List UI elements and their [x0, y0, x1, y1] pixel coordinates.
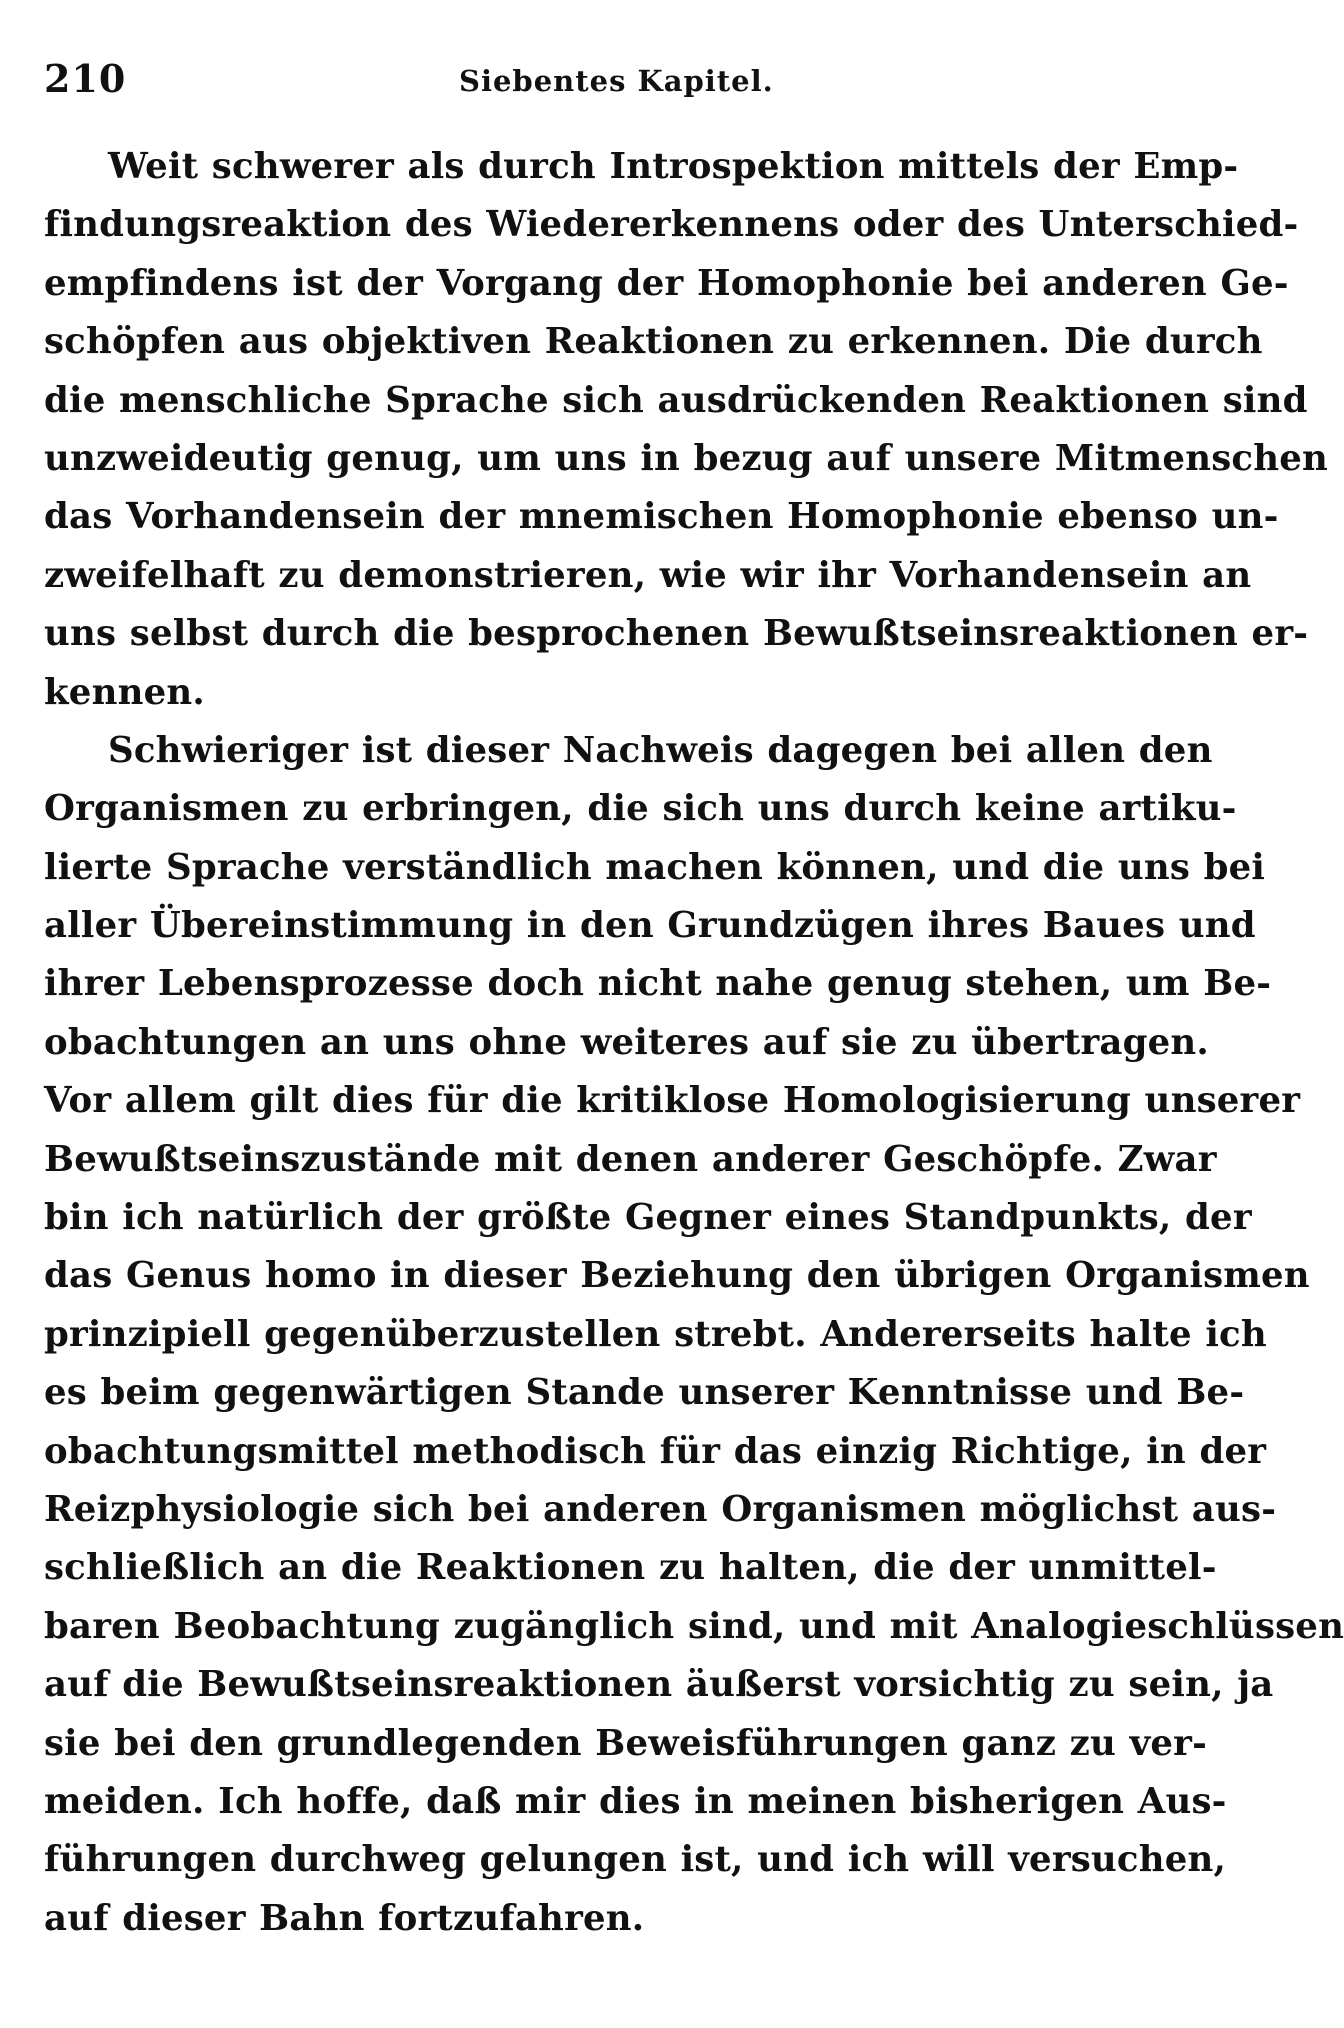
page-number: 210: [44, 56, 127, 101]
text-line: obachtungen an uns ohne weiteres auf sie zu übertragen.: [44, 1021, 1209, 1063]
text-line: Schwieriger ist dieser Nachweis dagegen bei allen den: [108, 729, 1213, 771]
chapter-title: Siebentes Kapitel.: [459, 64, 774, 98]
text-line: schließlich an die Reaktionen zu halten, die der unmittel-: [44, 1547, 1217, 1589]
text-line: bin ich natürlich der größte Gegner eines Standpunkts, der: [44, 1197, 1252, 1239]
text-line: schöpfen aus objektiven Reaktionen zu erkennen. Die durch: [44, 321, 1263, 363]
paragraph-2: [44, 722, 1344, 1948]
text-line: das Genus homo in dieser Beziehung den übrigen Organismen: [44, 1255, 1310, 1297]
paragraph-1: [44, 138, 1329, 722]
text-line: Bewußtseinszustände mit denen anderer Geschöpfe. Zwar: [44, 1138, 1217, 1180]
text-line: baren Beobachtung zugänglich sind, und mit Analogieschlüssen: [44, 1605, 1344, 1647]
text-line: das Vorhandensein der mnemischen Homophonie ebenso un-: [44, 496, 1279, 538]
text-line: kennen.: [44, 671, 205, 713]
text-line: empfindens ist der Vorgang der Homophonie bei anderen Ge-: [44, 262, 1289, 304]
text-line: es beim gegenwärtigen Stande unserer Kenntnisse und Be-: [44, 1372, 1245, 1414]
text-line: prinzipiell gegenüberzustellen strebt. Andererseits halte ich: [44, 1313, 1267, 1355]
running-head: [44, 56, 1160, 108]
body-text: [44, 138, 1344, 1948]
text-line: ihrer Lebensprozesse doch nicht nahe genug stehen, um Be-: [44, 963, 1272, 1005]
text-line: auf dieser Bahn fortzufahren.: [44, 1897, 645, 1939]
text-line: Vor allem gilt dies für die kritiklose Homologisierung unserer: [44, 1080, 1301, 1122]
text-line: Weit schwerer als durch Introspektion mittels der Emp-: [108, 146, 1239, 187]
text-line: findungsreaktion des Wiedererkennens oder des Unterschied-: [44, 204, 1299, 246]
text-line: auf die Bewußtseinsreaktionen äußerst vorsichtig zu sein, ja: [44, 1664, 1274, 1706]
text-line: uns selbst durch die besprochenen Bewußtseinsreaktionen er-: [44, 613, 1309, 655]
text-line: führungen durchweg gelungen ist, und ich will versuchen,: [44, 1839, 1227, 1881]
text-line: unzweideutig genug, um uns in bezug auf unsere Mitmenschen: [44, 437, 1329, 479]
text-line: lierte Sprache verständlich machen können, und die uns bei: [44, 846, 1266, 888]
text-line: sie bei den grundlegenden Beweisführungen ganz zu ver-: [44, 1722, 1208, 1764]
text-line: Organismen zu erbringen, die sich uns durch keine artiku-: [44, 788, 1237, 830]
text-line: zweifelhaft zu demonstrieren, wie wir ihr Vorhandensein an: [44, 554, 1252, 596]
text-line: meiden. Ich hoffe, daß mir dies in meinen bisherigen Aus-: [44, 1780, 1227, 1822]
text-line: aller Übereinstimmung in den Grundzügen ihres Baues und: [44, 905, 1256, 947]
text-line: die menschliche Sprache sich ausdrückenden Reaktionen sind: [44, 379, 1308, 421]
text-line: Reizphysiologie sich bei anderen Organismen möglichst aus-: [44, 1488, 1277, 1530]
text-line: obachtungsmittel methodisch für das einzig Richtige, in der: [44, 1430, 1267, 1472]
